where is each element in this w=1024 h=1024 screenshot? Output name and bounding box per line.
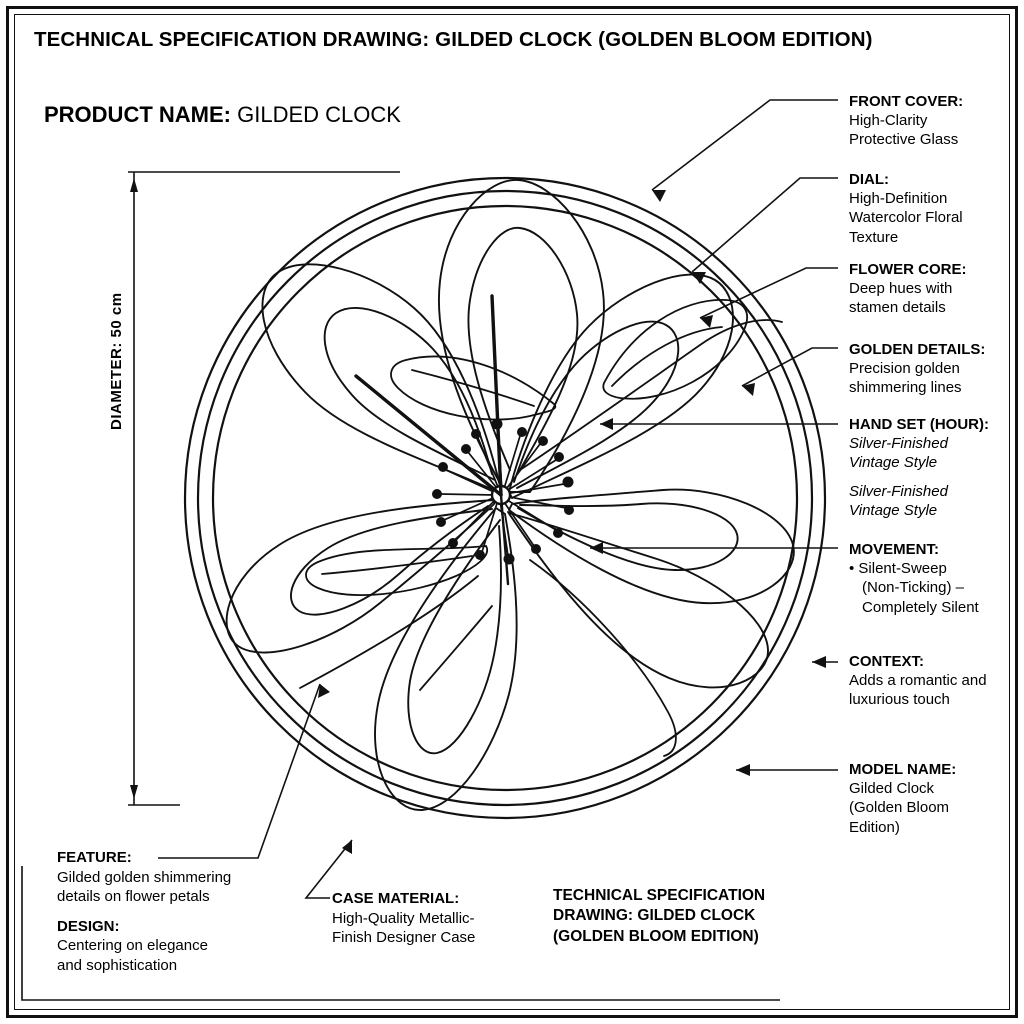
minute-hand	[492, 296, 501, 495]
callout-case-material-line2: Finish Designer Case	[332, 929, 476, 946]
callout-movement-line2: (Non-Ticking) –	[862, 579, 964, 597]
callout-feature	[57, 848, 307, 975]
second-hand	[501, 495, 508, 584]
footer-spec-line3: (GOLDEN BLOOM EDITION)	[553, 927, 759, 945]
callout-hand-set	[849, 415, 1024, 520]
callout-model-name-line3: Edition)	[849, 818, 900, 836]
callout-model-name-line1: Gilded Clock	[849, 780, 935, 798]
callout-dial-heading: DIAL:	[849, 171, 889, 188]
callout-flower-core-heading: FLOWER CORE:	[849, 261, 967, 278]
callout-golden-details-line1: Precision golden	[849, 360, 960, 378]
callout-feature-line2: details on flower petals	[57, 888, 210, 905]
footer-spec-line1: TECHNICAL SPECIFICATION	[553, 887, 766, 904]
callout-movement-line1: • Silent-Sweep	[849, 560, 947, 578]
callout-design-heading: DESIGN:	[57, 917, 120, 935]
callout-case-material	[332, 889, 542, 948]
footer-spec-block	[553, 886, 833, 947]
callout-flower-core-line1: Deep hues with	[849, 280, 953, 298]
callout-front-cover	[849, 92, 1019, 150]
callout-design-line2: and sophistication	[57, 956, 178, 974]
callout-dial-line1: High-Definition	[849, 190, 948, 208]
callout-dial	[849, 170, 1019, 247]
callout-dial-line2: Watercolor Floral	[849, 209, 963, 227]
page-title: TECHNICAL SPECIFICATION DRAWING: GILDED CLOCK (GOLDEN BLOOM EDITION)	[34, 28, 873, 51]
callout-golden-details-heading: GOLDEN DETAILS:	[849, 341, 986, 358]
callout-feature-heading: FEATURE:	[57, 849, 132, 866]
product-name-label: PRODUCT NAME:	[44, 102, 231, 127]
callout-case-material-heading: CASE MATERIAL:	[332, 890, 460, 907]
dimension-label: DIAMETER: 50 cm	[108, 292, 125, 430]
callout-context	[849, 652, 1024, 710]
footer-spec-label: DRAWING:	[553, 907, 634, 925]
callout-front-cover-line1: High-Clarity	[849, 112, 928, 130]
callout-movement-line3: Completely Silent	[862, 598, 979, 616]
product-name-value: GILDED CLOCK	[237, 102, 401, 127]
callout-context-line1: Adds a romantic and	[849, 672, 987, 690]
callout-hand-set-line4: Vintage Style	[849, 501, 938, 519]
callout-context-heading: CONTEXT:	[849, 653, 924, 670]
callout-movement	[849, 540, 1024, 617]
callout-front-cover-line2: Protective Glass	[849, 131, 959, 149]
callout-dial-line3: Texture	[849, 228, 899, 246]
callout-golden-details	[849, 340, 1024, 398]
footer-spec-line2	[553, 906, 833, 926]
callout-movement-heading: MOVEMENT:	[849, 541, 939, 558]
callout-hand-set-heading: HAND SET (HOUR):	[849, 416, 989, 433]
callout-golden-details-line2: shimmering lines	[849, 379, 962, 397]
callout-front-cover-heading: FRONT COVER:	[849, 93, 964, 110]
callout-flower-core	[849, 260, 1024, 318]
callout-design-line1: Centering on elegance	[57, 937, 208, 954]
callout-context-line2: luxurious touch	[849, 691, 950, 709]
callout-hand-set-line3: Silver-Finished	[849, 482, 948, 500]
callout-case-material-line1: High-Quality Metallic-	[332, 909, 475, 927]
callout-hand-set-line2: Vintage Style	[849, 454, 938, 472]
callout-model-name-heading: MODEL NAME:	[849, 761, 957, 778]
callout-hand-set-line1: Silver-Finished	[849, 435, 948, 453]
callout-model-name	[849, 760, 1019, 837]
callout-flower-core-line2: stamen details	[849, 299, 946, 317]
footer-spec-value: GILDED CLOCK	[633, 907, 756, 925]
callout-model-name-line2: (Golden Bloom	[849, 799, 950, 817]
callout-feature-line1: Gilded golden shimmering	[57, 868, 232, 886]
